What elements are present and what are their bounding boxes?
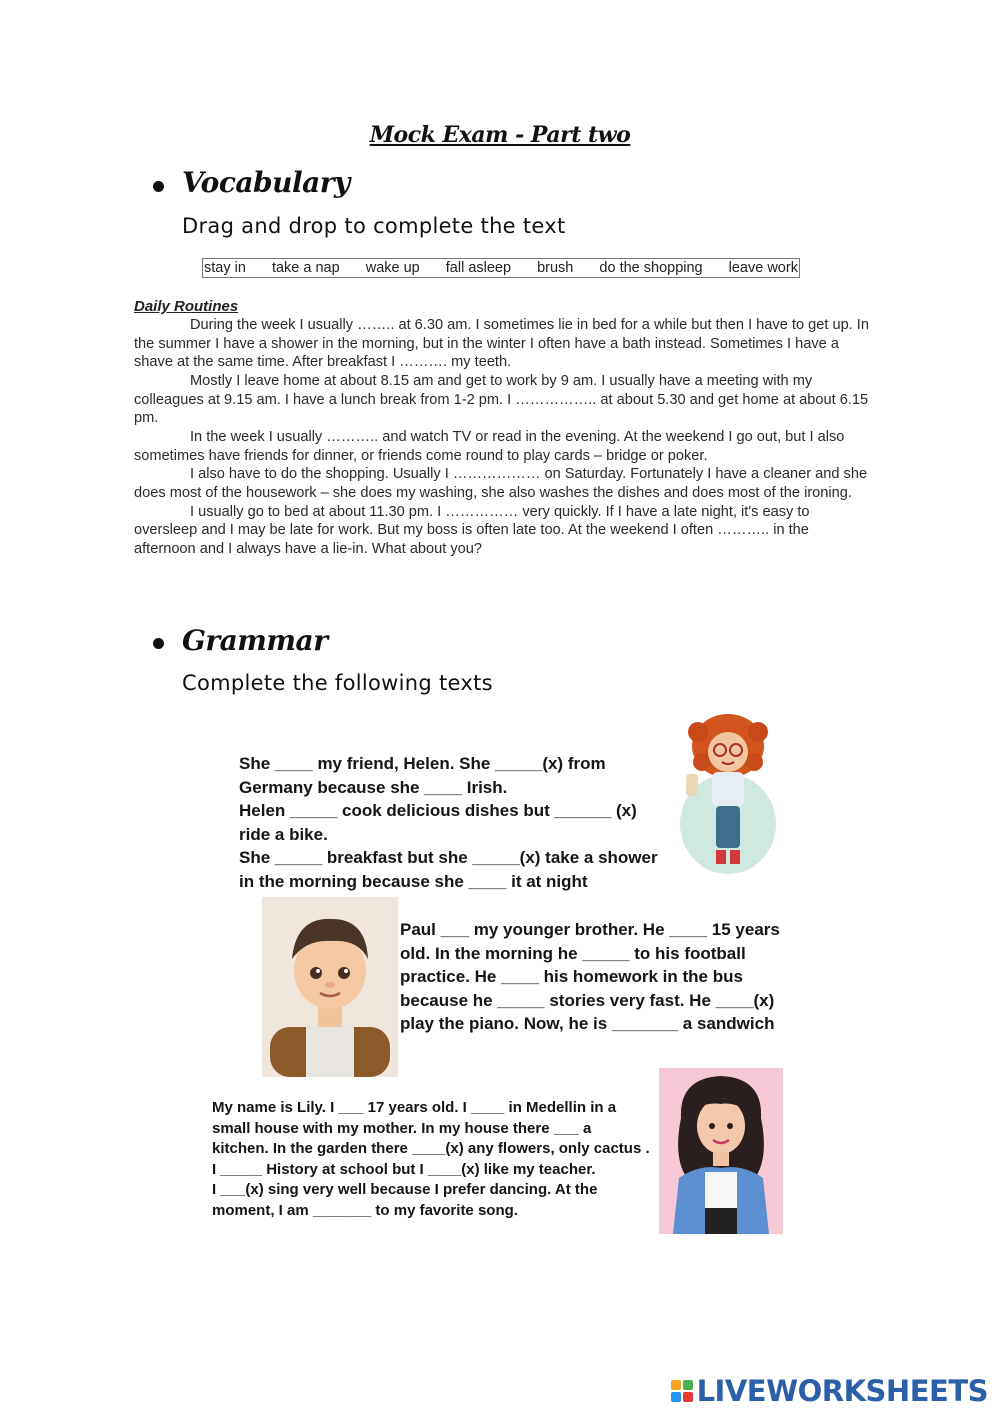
liveworksheets-logo-icon — [671, 1380, 693, 1402]
text-line: Germany because she ____ Irish. — [239, 777, 508, 797]
text-line: old. In the morning he _____ to his football — [400, 943, 746, 963]
paragraph: I usually go to bed at about 11.30 pm. I …………… very quickly. If I have a late night, it's easy to oversleep and I may be late for work. But my boss is often late too. At the weekend I often ……….. in the afternoon and I always have a lie-in. What about you? — [134, 503, 810, 557]
logo-square — [683, 1380, 693, 1390]
liveworksheets-logo-text: LIVEWORKSHEETS — [696, 1374, 988, 1408]
text-line: She ____ my friend, Helen. She _____(x) from — [239, 754, 606, 773]
helen-illustration — [672, 704, 784, 880]
grammar-instruction: Complete the following texts — [182, 671, 493, 695]
paragraph: During the week I usually …….. at 6.30 am. I sometimes lie in bed for a while but then I have to get up. In the summer I have a shower in the morning, but in the winter I often have a bath instead. Sometimes I have a shave at the same time. After breakfast I ………. my teeth. — [134, 317, 869, 371]
word-bank-item[interactable]: brush — [537, 260, 574, 276]
vocabulary-instruction: Drag and drop to complete the text — [182, 214, 566, 238]
grammar-heading: Grammar — [182, 624, 328, 657]
vocabulary-heading: Vocabulary — [182, 166, 350, 199]
logo-square — [671, 1392, 681, 1402]
text-line: moment, I am _______ to my favorite song. — [212, 1201, 518, 1219]
text-line: She _____ breakfast but she _____(x) take a shower — [239, 848, 658, 867]
text-line: I ___(x) sing very well because I prefer dancing. At the — [212, 1181, 598, 1199]
text-line: Paul ___ my younger brother. He ____ 15 years — [400, 920, 780, 939]
bullet-icon — [153, 638, 164, 649]
text-line: My name is Lily. I ___ 17 years old. I ____ in Medellin in a — [212, 1099, 617, 1116]
text-line: in the morning because she ____ it at night — [239, 871, 588, 891]
word-bank-item[interactable]: fall asleep — [445, 260, 512, 276]
paragraph: In the week I usually ……….. and watch TV or read in the evening. At the weekend I go out, but I also sometimes have friends for dinner, or friends come round to play cards – bridge or poker. — [134, 428, 845, 464]
word-bank-item[interactable]: stay in — [204, 260, 246, 276]
word-bank — [202, 258, 800, 278]
paul-illustration — [262, 897, 398, 1077]
text-line: I _____ History at school but I ____(x) like my teacher. — [212, 1160, 596, 1178]
helen-text — [239, 752, 679, 893]
word-bank-item[interactable]: do the shopping — [599, 260, 703, 276]
text-line: practice. He ____ his homework in the bus — [400, 967, 743, 986]
text-line: because he _____ stories very fast. He ____(x) — [400, 990, 775, 1010]
daily-routines-text — [134, 316, 869, 559]
word-bank-item[interactable]: wake up — [365, 260, 420, 276]
logo-square — [683, 1392, 693, 1402]
liveworksheets-logo — [671, 1374, 988, 1408]
word-bank-item[interactable]: leave work — [728, 260, 798, 276]
paul-text — [400, 918, 800, 1036]
word-bank-item[interactable]: take a nap — [271, 260, 340, 276]
paragraph: I also have to do the shopping. Usually I ……………… on Saturday. Fortunately I have a cleaner and she does most of the housework – she does my washing, she also washes the dishes and does most of the ironing. — [134, 466, 868, 501]
lily-illustration — [659, 1068, 783, 1234]
lily-text — [212, 1098, 662, 1222]
text-line: kitchen. In the garden there ____(x) any flowers, only cactus . — [212, 1140, 650, 1158]
page-title: Mock Exam - Part two — [369, 122, 631, 148]
text-line: ride a bike. — [239, 824, 328, 844]
daily-routines-title: Daily Routines — [134, 298, 239, 315]
text-line: Helen _____ cook delicious dishes but ______ (x) — [239, 801, 637, 820]
paragraph: Mostly I leave home at about 8.15 am and get to work by 9 am. I usually have a meeting with my colleagues at 9.15 am. I have a lunch break from 1-2 pm. I …………….. at about 5.30 and get home at about 6.15 pm. — [134, 372, 869, 427]
bullet-icon — [153, 181, 164, 192]
logo-square — [671, 1380, 681, 1390]
text-line: play the piano. Now, he is _______ a sandwich — [400, 1014, 775, 1033]
text-line: small house with my mother. In my house there ___ a — [212, 1119, 592, 1137]
